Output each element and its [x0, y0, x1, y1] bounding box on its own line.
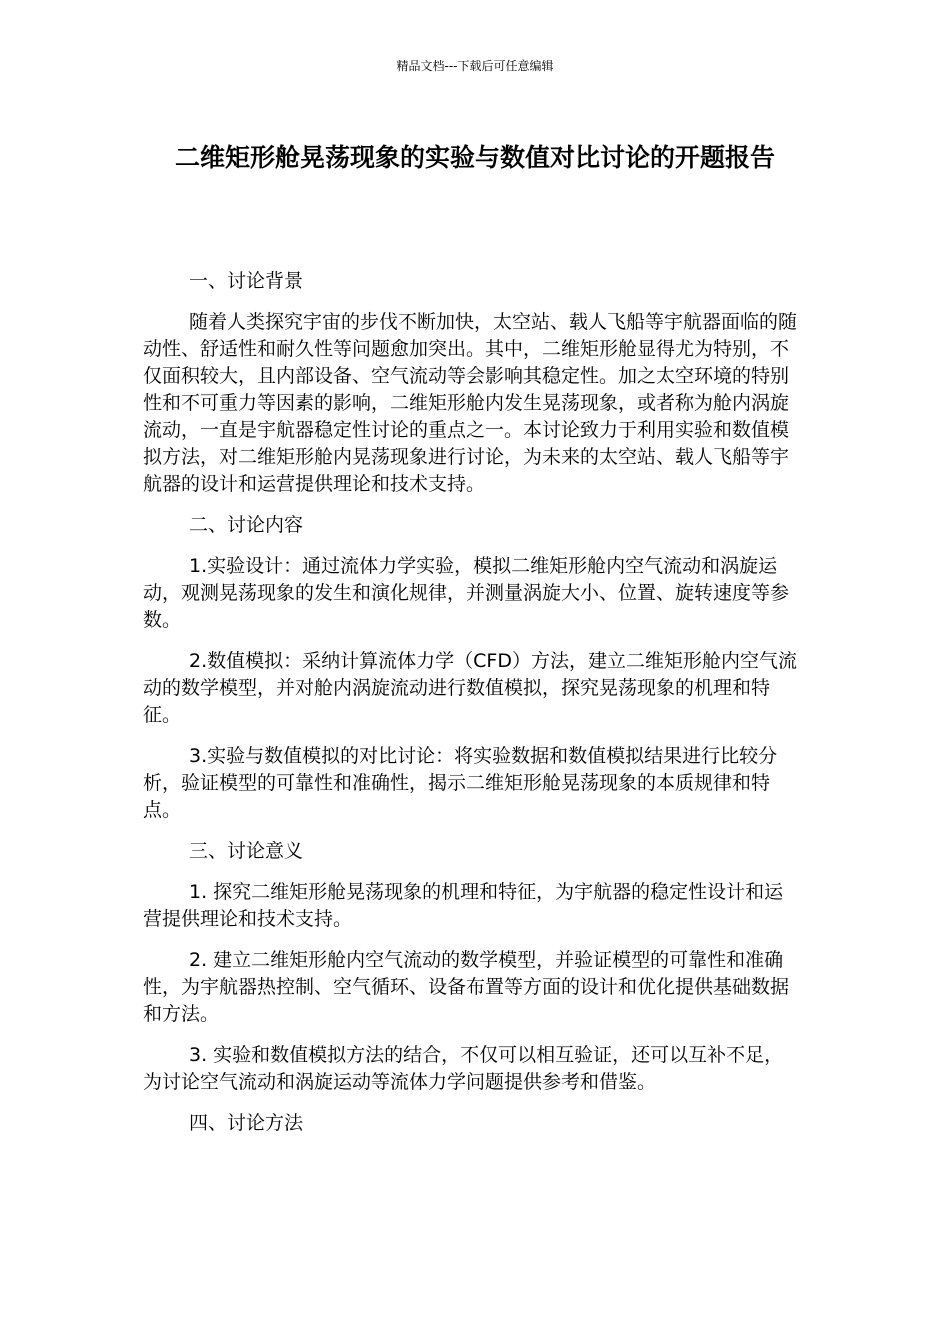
significance-item-1: 1. 探究二维矩形舱晃荡现象的机理和特征，为宇航器的稳定性设计和运营提供理论和技术支持。: [143, 881, 784, 930]
section-heading-significance: 三、讨论意义: [189, 840, 304, 862]
significance-item-2: 2. 建立二维矩形舱内空气流动的数学模型，并验证模型的可靠性和准确性，为宇航器热控制、空气循环、设备布置等方面的设计和优化提供基础数据和方法。: [143, 949, 790, 1025]
header-note: 精品文档---下载后可任意编辑: [396, 59, 554, 73]
content-item-comparison: 3.实验与数值模拟的对比讨论：将实验数据和数值模拟结果进行比较分析，验证模型的可靠性和准确性，揭示二维矩形舱晃荡现象的本质规律和特点。: [143, 745, 778, 821]
content-item-simulation: 2.数值模拟：采纳计算流体力学（CFD）方法，建立二维矩形舱内空气流动的数学模型，并对舱内涡旋流动进行数值模拟，探究晃荡现象的机理和特征。: [143, 650, 797, 726]
significance-item-3: 3. 实验和数值模拟方法的结合，不仅可以相互验证，还可以互补不足，为讨论空气流动和涡旋运动等流体力学问题提供参考和借鉴。: [143, 1044, 784, 1093]
background-paragraph: 随着人类探究宇宙的步伐不断加快，太空站、载人飞船等宇航器面临的随动性、舒适性和耐久性等问题愈加突出。其中，二维矩形舱显得尤为特别，不仅面积较大，且内部设备、空气流动等会影响其稳定性。加之太空环境的特别性和不可重力等因素的影响，二维矩形舱内发生晃荡现象，或者称为舱内涡旋流动，一直是宇航器稳定性讨论的重点之一。本讨论致力于利用实验和数值模拟方法，对二维矩形舱内晃荡现象进行讨论，为未来的太空站、载人飞船等宇航器的设计和运营提供理论和技术支持。: [143, 311, 798, 495]
section-heading-method: 四、讨论方法: [189, 1112, 304, 1134]
document-title: 二维矩形舱晃荡现象的实验与数值对比讨论的开题报告: [174, 143, 775, 172]
section-heading-background: 一、讨论背景: [189, 270, 304, 292]
content-item-experiment: 1.实验设计：通过流体力学实验，模拟二维矩形舱内空气流动和涡旋运动，观测晃荡现象的发生和演化规律，并测量涡旋大小、位置、旋转速度等参数。: [143, 555, 790, 631]
section-heading-content: 二、讨论内容: [189, 514, 304, 536]
document-body: [143, 268, 797, 1151]
